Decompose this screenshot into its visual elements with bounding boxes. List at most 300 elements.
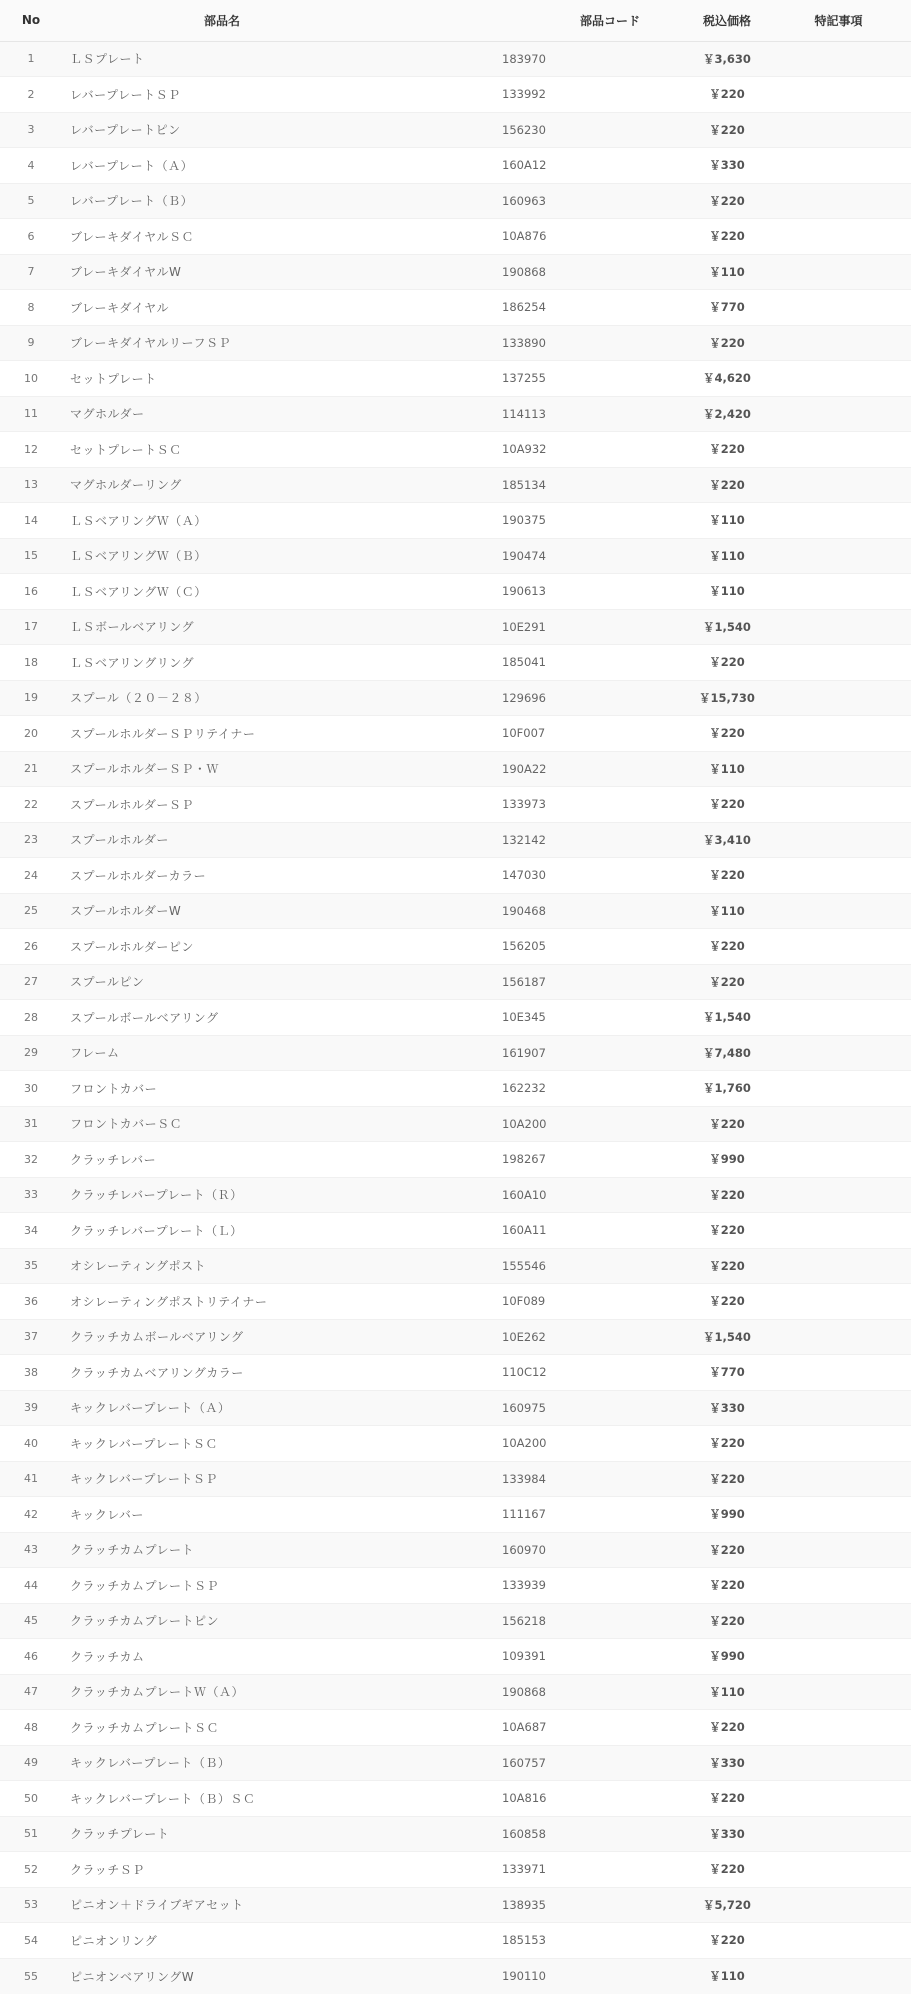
- cell-part-name: セットプレート: [70, 371, 157, 386]
- cell-no: 4: [27, 158, 35, 172]
- cell-part-code: 10A816: [502, 1791, 547, 1806]
- cell-part-code: 190468: [502, 903, 546, 918]
- cell-notes: [786, 1568, 911, 1604]
- cell-price: ￥220: [709, 442, 745, 457]
- cell-part-code: 185153: [502, 1933, 546, 1948]
- table-row: [0, 680, 911, 716]
- cell-price: ￥220: [709, 974, 745, 989]
- cell-part-name: スプールホルダー: [70, 833, 169, 848]
- cell-no: 46: [24, 1649, 38, 1663]
- table-row: [0, 1319, 911, 1355]
- cell-part-code: 129696: [502, 690, 546, 705]
- table-row: [0, 929, 911, 965]
- cell-no: 49: [24, 1756, 38, 1770]
- cell-no: 15: [24, 549, 38, 563]
- cell-no: 17: [24, 620, 38, 634]
- cell-no: 26: [24, 939, 38, 953]
- table-row: [0, 1284, 911, 1320]
- cell-no: 37: [24, 1330, 38, 1344]
- table-row: [0, 1745, 911, 1781]
- cell-price: ￥990: [709, 1649, 745, 1664]
- cell-part-code: 190474: [502, 548, 546, 563]
- cell-notes: [786, 41, 911, 77]
- cell-part-code: 160975: [502, 1400, 546, 1415]
- cell-part-name: スプールホルダーＳＰリテイナー: [70, 726, 256, 741]
- cell-no: 8: [27, 300, 35, 314]
- table-row: [0, 1816, 911, 1852]
- cell-no: 23: [24, 833, 38, 847]
- cell-part-code: 160757: [502, 1755, 546, 1770]
- table-row: [0, 290, 911, 326]
- cell-part-code: 10E345: [502, 1010, 546, 1025]
- cell-notes: [786, 1745, 911, 1781]
- cell-price: ￥2,420: [703, 406, 751, 421]
- cell-part-code: 10A687: [502, 1720, 547, 1735]
- cell-notes: [786, 1177, 911, 1213]
- table-row: [0, 1106, 911, 1142]
- table-row: [0, 325, 911, 361]
- cell-notes: [786, 538, 911, 574]
- cell-notes: [786, 1497, 911, 1533]
- cell-no: 40: [24, 1436, 38, 1450]
- table-row: [0, 1213, 911, 1249]
- cell-price: ￥220: [709, 229, 745, 244]
- cell-price: ￥220: [709, 193, 745, 208]
- cell-part-name: クラッチカム: [70, 1649, 145, 1664]
- cell-part-name: オシレーティングポストリテイナー: [70, 1294, 268, 1309]
- cell-part-code: 133939: [502, 1578, 546, 1593]
- cell-part-code: 190110: [502, 1969, 546, 1983]
- cell-part-name: クラッチプレート: [70, 1827, 170, 1842]
- header-part-code: 部品コード: [579, 13, 640, 28]
- cell-no: 51: [24, 1827, 38, 1841]
- cell-no: 1: [27, 52, 35, 66]
- cell-part-name: ＬＳベアリングＷ（Ａ）: [70, 513, 207, 528]
- header-row: [0, 0, 911, 41]
- table-row: [0, 1461, 911, 1497]
- cell-price: ￥220: [709, 1933, 745, 1948]
- cell-part-name: スプールホルダーW: [70, 904, 182, 919]
- table-row: [0, 396, 911, 432]
- header-no: No: [21, 13, 41, 28]
- cell-no: 5: [27, 194, 35, 208]
- cell-price: ￥220: [709, 1436, 745, 1451]
- cell-no: 44: [24, 1578, 38, 1592]
- cell-notes: [786, 1035, 911, 1071]
- cell-price: ￥1,540: [703, 619, 751, 634]
- cell-no: 34: [24, 1223, 38, 1237]
- cell-price: ￥15,730: [699, 690, 755, 705]
- cell-part-code: 155546: [502, 1258, 546, 1273]
- cell-notes: [786, 1710, 911, 1746]
- cell-part-name: スプールホルダーＳＰ: [70, 797, 194, 812]
- cell-part-code: 161907: [502, 1045, 546, 1060]
- cell-price: ￥330: [709, 1755, 745, 1770]
- cell-price: ￥110: [709, 1684, 745, 1699]
- cell-no: 13: [24, 478, 38, 492]
- cell-part-name: フロントカバーＳＣ: [70, 1117, 183, 1132]
- cell-price: ￥330: [709, 1826, 745, 1841]
- cell-no: 24: [24, 868, 38, 882]
- cell-part-code: 10A200: [502, 1436, 547, 1451]
- cell-part-name: ＬＳボールベアリング: [70, 620, 195, 635]
- cell-no: 33: [24, 1188, 38, 1202]
- table-header: [0, 0, 911, 41]
- cell-part-code: 156187: [502, 974, 546, 989]
- cell-part-name: レバープレートピン: [70, 123, 181, 138]
- cell-part-name: スプールホルダーＳＰ・Ｗ: [70, 762, 219, 777]
- table-row: [0, 1497, 911, 1533]
- cell-part-code: 133971: [502, 1862, 546, 1877]
- cell-notes: [786, 1532, 911, 1568]
- cell-part-name: マグホルダー: [70, 407, 145, 422]
- table-row: [0, 787, 911, 823]
- cell-part-name: クラッチカムプレート: [70, 1543, 195, 1558]
- cell-notes: [786, 77, 911, 113]
- cell-price: ￥3,410: [703, 832, 751, 847]
- cell-part-code: 190375: [502, 513, 546, 528]
- cell-part-name: スプール（２０－２８）: [70, 691, 207, 706]
- cell-part-name: スプールホルダーピン: [70, 939, 194, 954]
- cell-price: ￥220: [709, 122, 745, 137]
- cell-price: ￥220: [709, 1116, 745, 1131]
- table-row: [0, 1852, 911, 1888]
- cell-part-name: キックレバープレート（Ｂ）ＳＣ: [70, 1791, 256, 1806]
- table-row: [0, 1923, 911, 1959]
- cell-part-code: 190868: [502, 264, 546, 279]
- table-row: [0, 183, 911, 219]
- cell-price: ￥220: [709, 1223, 745, 1238]
- table-row: [0, 1781, 911, 1817]
- cell-part-code: 132142: [502, 832, 546, 847]
- cell-price: ￥770: [709, 1365, 745, 1380]
- cell-part-code: 137255: [502, 371, 546, 386]
- table-row: [0, 574, 911, 610]
- table-row: [0, 1142, 911, 1178]
- cell-part-name: ＬＳプレート: [70, 52, 145, 67]
- cell-no: 22: [24, 797, 38, 811]
- cell-part-name: フレーム: [70, 1046, 120, 1061]
- cell-no: 6: [27, 229, 35, 243]
- cell-no: 52: [24, 1862, 38, 1876]
- cell-no: 19: [24, 691, 38, 705]
- cell-part-name: オシレーティングポスト: [70, 1259, 207, 1274]
- table-row: [0, 361, 911, 397]
- cell-price: ￥220: [709, 1187, 745, 1202]
- cell-part-code: 10E291: [502, 619, 546, 634]
- table-row: [0, 1532, 911, 1568]
- table-row: [0, 1390, 911, 1426]
- table-row: [0, 822, 911, 858]
- cell-part-code: 10E262: [502, 1329, 546, 1344]
- cell-no: 14: [24, 513, 38, 527]
- cell-notes: [786, 1106, 911, 1142]
- cell-part-code: 198267: [502, 1152, 546, 1167]
- cell-part-name: クラッチカムベアリングカラー: [70, 1365, 244, 1380]
- cell-price: ￥110: [709, 584, 745, 599]
- cell-price: ￥4,620: [703, 371, 751, 386]
- cell-part-code: 10A876: [502, 229, 547, 244]
- cell-no: 43: [24, 1543, 38, 1557]
- cell-no: 45: [24, 1614, 38, 1628]
- header-notes: 特記事項: [814, 13, 863, 28]
- cell-no: 29: [24, 1046, 38, 1060]
- table-row: [0, 41, 911, 77]
- cell-notes: [786, 254, 911, 290]
- cell-part-name: キックレバー: [70, 1507, 144, 1522]
- cell-part-name: キックレバープレート（Ｂ）: [70, 1756, 231, 1771]
- cell-part-code: 186254: [502, 300, 546, 315]
- cell-price: ￥110: [709, 761, 745, 776]
- cell-price: ￥3,630: [703, 51, 751, 66]
- cell-price: ￥220: [709, 1862, 745, 1877]
- cell-notes: [786, 503, 911, 539]
- cell-price: ￥1,540: [703, 1329, 751, 1344]
- cell-part-name: フロントカバー: [70, 1081, 158, 1096]
- cell-notes: [786, 893, 911, 929]
- cell-notes: [786, 219, 911, 255]
- cell-notes: [786, 574, 911, 610]
- table-row: [0, 1177, 911, 1213]
- cell-notes: [786, 1958, 911, 1994]
- cell-part-code: 185134: [502, 477, 546, 492]
- table-body: [0, 41, 911, 1994]
- cell-notes: [786, 1887, 911, 1923]
- cell-no: 18: [24, 655, 38, 669]
- cell-no: 30: [24, 1081, 38, 1095]
- cell-no: 53: [24, 1898, 38, 1912]
- table-row: [0, 893, 911, 929]
- cell-part-name: ＬＳベアリングＷ（Ｂ）: [70, 549, 207, 564]
- cell-no: 12: [24, 442, 38, 456]
- cell-part-code: 133992: [502, 87, 546, 102]
- cell-part-name: クラッチカムプレートＷ（Ａ）: [70, 1685, 245, 1700]
- cell-notes: [786, 1319, 911, 1355]
- cell-no: 47: [24, 1685, 38, 1699]
- cell-price: ￥220: [709, 335, 745, 350]
- cell-part-code: 10F089: [502, 1294, 546, 1309]
- cell-part-code: 147030: [502, 868, 546, 883]
- cell-no: 35: [24, 1259, 38, 1273]
- cell-no: 21: [24, 762, 38, 776]
- cell-no: 28: [24, 1010, 38, 1024]
- cell-part-name: クラッチカムプレートピン: [70, 1614, 220, 1629]
- cell-no: 25: [24, 904, 38, 918]
- cell-price: ￥7,480: [703, 1045, 751, 1060]
- cell-part-name: レバープレート（Ａ）: [70, 158, 194, 173]
- cell-notes: [786, 1852, 911, 1888]
- cell-part-code: 160858: [502, 1826, 546, 1841]
- cell-part-code: 10F007: [502, 726, 546, 741]
- cell-price: ￥990: [709, 1507, 745, 1522]
- cell-notes: [786, 1639, 911, 1675]
- table-row: [0, 1248, 911, 1284]
- cell-no: 55: [24, 1969, 38, 1983]
- cell-price: ￥220: [709, 726, 745, 741]
- cell-no: 11: [24, 407, 38, 421]
- cell-notes: [786, 645, 911, 681]
- cell-no: 3: [27, 123, 35, 137]
- table-row: [0, 645, 911, 681]
- cell-part-code: 190A22: [502, 761, 547, 776]
- cell-no: 32: [24, 1152, 38, 1166]
- cell-price: ￥220: [709, 1258, 745, 1273]
- cell-no: 50: [24, 1791, 38, 1805]
- cell-notes: [786, 716, 911, 752]
- cell-part-name: ＬＳベアリングリング: [70, 655, 195, 670]
- table-row: [0, 1639, 911, 1675]
- cell-price: ￥110: [709, 264, 745, 279]
- cell-notes: [786, 1213, 911, 1249]
- cell-price: ￥330: [709, 158, 745, 173]
- cell-part-name: クラッチレバープレート（Ｒ）: [70, 1188, 243, 1203]
- cell-no: 36: [24, 1294, 38, 1308]
- cell-part-name: ブレーキダイヤルリーフＳＰ: [70, 336, 231, 351]
- table-row: [0, 858, 911, 894]
- cell-notes: [786, 787, 911, 823]
- cell-price: ￥5,720: [703, 1897, 751, 1912]
- cell-price: ￥1,540: [703, 1010, 751, 1025]
- cell-part-code: 110C12: [502, 1365, 547, 1380]
- cell-part-code: 185041: [502, 655, 546, 670]
- cell-part-name: マグホルダーリング: [70, 478, 182, 493]
- table-row: [0, 254, 911, 290]
- cell-notes: [786, 929, 911, 965]
- cell-part-code: 190613: [502, 584, 546, 599]
- cell-part-name: ブレーキダイヤル: [70, 300, 170, 315]
- cell-part-code: 160970: [502, 1542, 546, 1557]
- cell-price: ￥110: [709, 513, 745, 528]
- cell-part-code: 133890: [502, 335, 546, 350]
- cell-notes: [786, 148, 911, 184]
- cell-part-code: 160A11: [502, 1223, 547, 1238]
- cell-price: ￥220: [709, 797, 745, 812]
- cell-part-code: 10A200: [502, 1116, 547, 1131]
- table-row: [0, 538, 911, 574]
- cell-part-name: レバープレート（Ｂ）: [70, 194, 194, 209]
- cell-part-name: クラッチレバープレート（Ｌ）: [70, 1223, 243, 1238]
- cell-part-name: クラッチカムボールベアリング: [70, 1330, 244, 1345]
- cell-part-name: ＬＳベアリングＷ（Ｃ）: [70, 584, 207, 599]
- cell-price: ￥110: [709, 903, 745, 918]
- cell-part-code: 160A10: [502, 1187, 547, 1202]
- table-row: [0, 112, 911, 148]
- cell-part-name: セットプレートＳＣ: [70, 442, 182, 457]
- cell-part-code: 190868: [502, 1684, 546, 1699]
- cell-part-code: 156205: [502, 939, 546, 954]
- cell-part-code: 114113: [502, 406, 546, 421]
- table-row: [0, 1710, 911, 1746]
- cell-notes: [786, 1674, 911, 1710]
- cell-price: ￥220: [709, 1613, 745, 1628]
- table-row: [0, 1071, 911, 1107]
- cell-price: ￥220: [709, 655, 745, 670]
- table-row: [0, 751, 911, 787]
- table-row: [0, 1674, 911, 1710]
- cell-no: 20: [24, 726, 38, 740]
- cell-part-name: キックレバープレートＳＣ: [70, 1436, 218, 1451]
- cell-notes: [786, 1142, 911, 1178]
- cell-part-name: スプールボールベアリング: [70, 1010, 219, 1025]
- cell-part-code: 160A12: [502, 158, 547, 173]
- cell-price: ￥330: [709, 1400, 745, 1415]
- cell-no: 2: [27, 87, 35, 101]
- cell-notes: [786, 1071, 911, 1107]
- cell-notes: [786, 1426, 911, 1462]
- table-row: [0, 1426, 911, 1462]
- cell-part-name: クラッチＳＰ: [70, 1862, 145, 1877]
- cell-part-code: 162232: [502, 1081, 546, 1096]
- cell-notes: [786, 361, 911, 397]
- cell-notes: [786, 1603, 911, 1639]
- cell-price: ￥220: [709, 868, 745, 883]
- cell-no: 16: [24, 584, 38, 598]
- cell-part-code: 138935: [502, 1897, 546, 1912]
- cell-notes: [786, 467, 911, 503]
- cell-no: 7: [27, 265, 35, 279]
- cell-price: ￥220: [709, 1578, 745, 1593]
- cell-notes: [786, 822, 911, 858]
- cell-notes: [786, 751, 911, 787]
- cell-notes: [786, 396, 911, 432]
- cell-no: 42: [24, 1507, 38, 1521]
- cell-part-name: キックレバープレートＳＰ: [70, 1472, 218, 1487]
- cell-part-code: 111167: [502, 1507, 546, 1522]
- cell-notes: [786, 609, 911, 645]
- cell-notes: [786, 858, 911, 894]
- cell-no: 10: [24, 371, 38, 385]
- cell-price: ￥770: [709, 300, 745, 315]
- cell-price: ￥220: [709, 1542, 745, 1557]
- cell-notes: [786, 1355, 911, 1391]
- cell-notes: [786, 432, 911, 468]
- cell-part-name: スプールホルダーカラー: [70, 868, 207, 883]
- cell-part-code: 10A932: [502, 442, 547, 457]
- table-row: [0, 1887, 911, 1923]
- cell-notes: [786, 1781, 911, 1817]
- table-row: [0, 1035, 911, 1071]
- cell-price: ￥110: [709, 1969, 745, 1983]
- cell-notes: [786, 325, 911, 361]
- cell-part-name: レバープレートＳＰ: [70, 87, 181, 102]
- header-part-name: 部品名: [203, 13, 240, 28]
- cell-part-code: 133973: [502, 797, 546, 812]
- cell-part-code: 156218: [502, 1613, 546, 1628]
- cell-part-code: 156230: [502, 122, 546, 137]
- cell-notes: [786, 1000, 911, 1036]
- cell-part-name: スプールピン: [70, 975, 145, 990]
- cell-no: 41: [24, 1472, 38, 1486]
- cell-no: 54: [24, 1933, 38, 1947]
- table-row: [0, 219, 911, 255]
- table-row: [0, 503, 911, 539]
- cell-price: ￥220: [709, 1294, 745, 1309]
- cell-price: ￥110: [709, 548, 745, 563]
- cell-no: 27: [24, 975, 38, 989]
- cell-no: 9: [27, 336, 35, 350]
- cell-price: ￥990: [709, 1152, 745, 1167]
- cell-notes: [786, 1284, 911, 1320]
- cell-part-name: ピニオン＋ドライブギアセット: [70, 1898, 244, 1913]
- table-row: [0, 432, 911, 468]
- cell-part-name: クラッチカムプレートＳＰ: [70, 1578, 220, 1593]
- cell-notes: [786, 1248, 911, 1284]
- cell-part-name: ブレーキダイヤルＳＣ: [70, 229, 195, 244]
- table-row: [0, 1000, 911, 1036]
- cell-notes: [786, 1461, 911, 1497]
- cell-price: ￥220: [709, 1471, 745, 1486]
- cell-part-code: 109391: [502, 1649, 546, 1664]
